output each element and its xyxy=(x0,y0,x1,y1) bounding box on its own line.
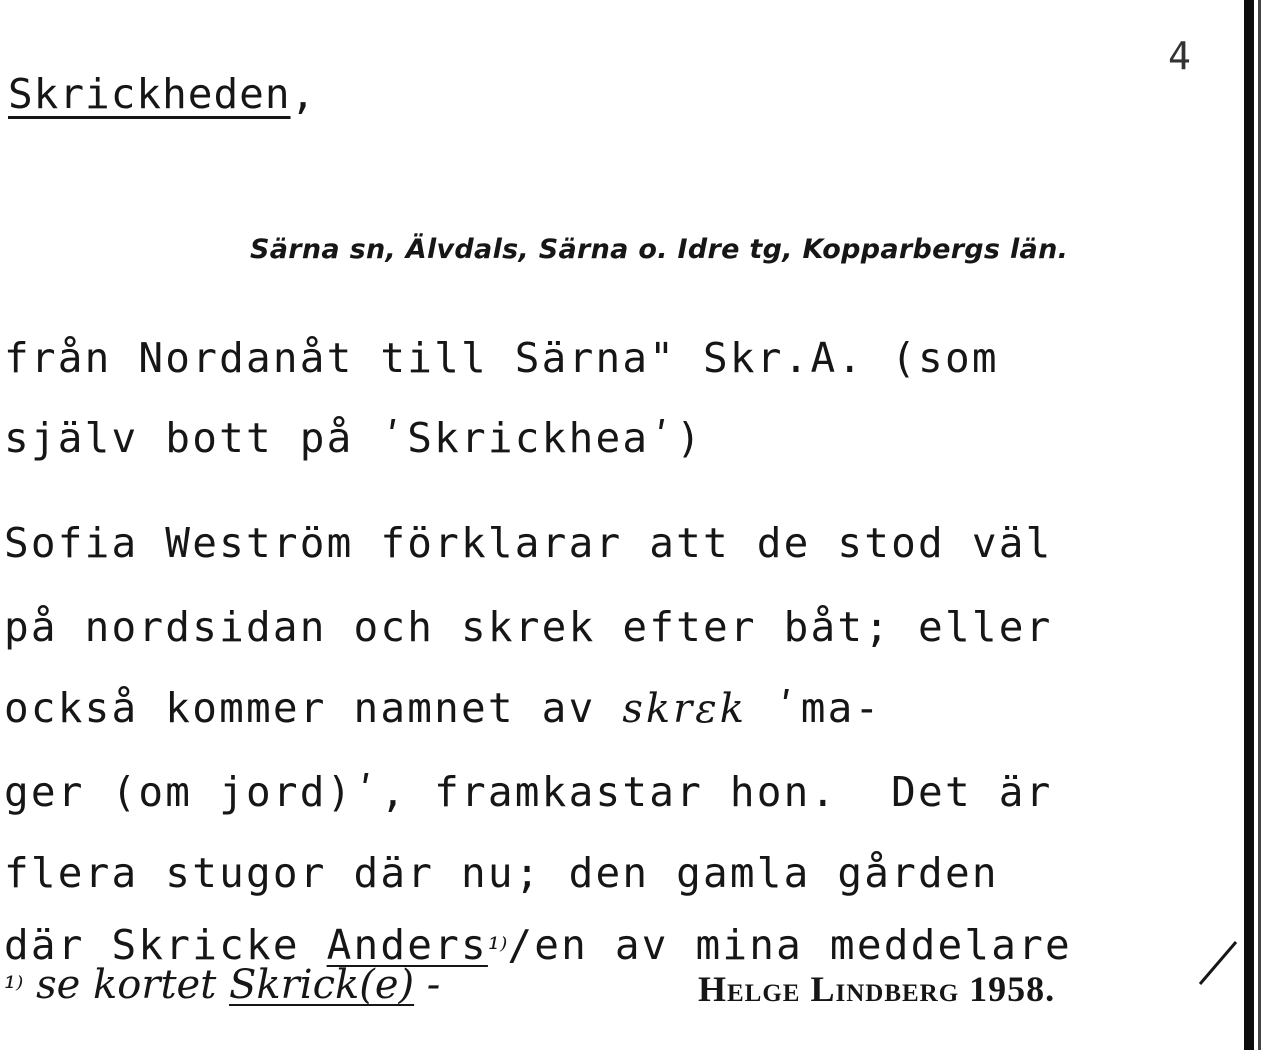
text-line-4: på nordsidan och skrek efter båt; eller xyxy=(4,603,1053,651)
text-line-5-start: också kommer namnet av xyxy=(4,684,623,732)
footnote-mark: ¹⁾ xyxy=(4,971,24,1006)
slash-mark xyxy=(1196,938,1240,988)
footnote xyxy=(4,962,440,1008)
footnote-marker: ¹⁾ xyxy=(487,932,508,967)
text-line-2: själv bott på ʹSkrickheaʹ) xyxy=(4,414,703,462)
text-line-7: flera stugor där nu; den gamla gården xyxy=(4,849,999,897)
card-edge-shadow xyxy=(1258,0,1261,1050)
text-line-1: från Nordanåt till Särna" Skr.A. (som xyxy=(4,334,999,382)
headword-punct: , xyxy=(290,70,317,118)
footnote-reference: Skrick(e) xyxy=(229,962,415,1008)
page-number: 4 xyxy=(1168,34,1191,78)
handwritten-word: skrɛk xyxy=(622,686,747,732)
footnote-end: - xyxy=(414,962,441,1008)
text-line-5-end: ʹma- xyxy=(746,684,882,732)
place-line: Särna sn, Älvdals, Särna o. Idre tg, Kopparbergs län. xyxy=(250,234,1069,265)
text-line-8-end: /en av mina meddelare xyxy=(507,921,1072,969)
card-edge-line xyxy=(1244,0,1254,1050)
headword xyxy=(8,70,316,118)
informant-name: Anders xyxy=(326,921,488,969)
text-line-8 xyxy=(4,921,1072,969)
text-line-3: Sofia Weström förklarar att de stod väl xyxy=(4,519,1053,567)
text-line-6: ger (om jord)ʹ, framkastar hon. Det är xyxy=(4,768,1053,816)
headword-text: Skrickheden xyxy=(8,70,291,118)
collector-signature: Helge Lindberg 1958. xyxy=(698,969,1056,1009)
text-line-5 xyxy=(4,684,882,732)
footnote-text: se kortet xyxy=(23,962,230,1008)
text-line-8-start: där Skricke xyxy=(4,921,327,969)
